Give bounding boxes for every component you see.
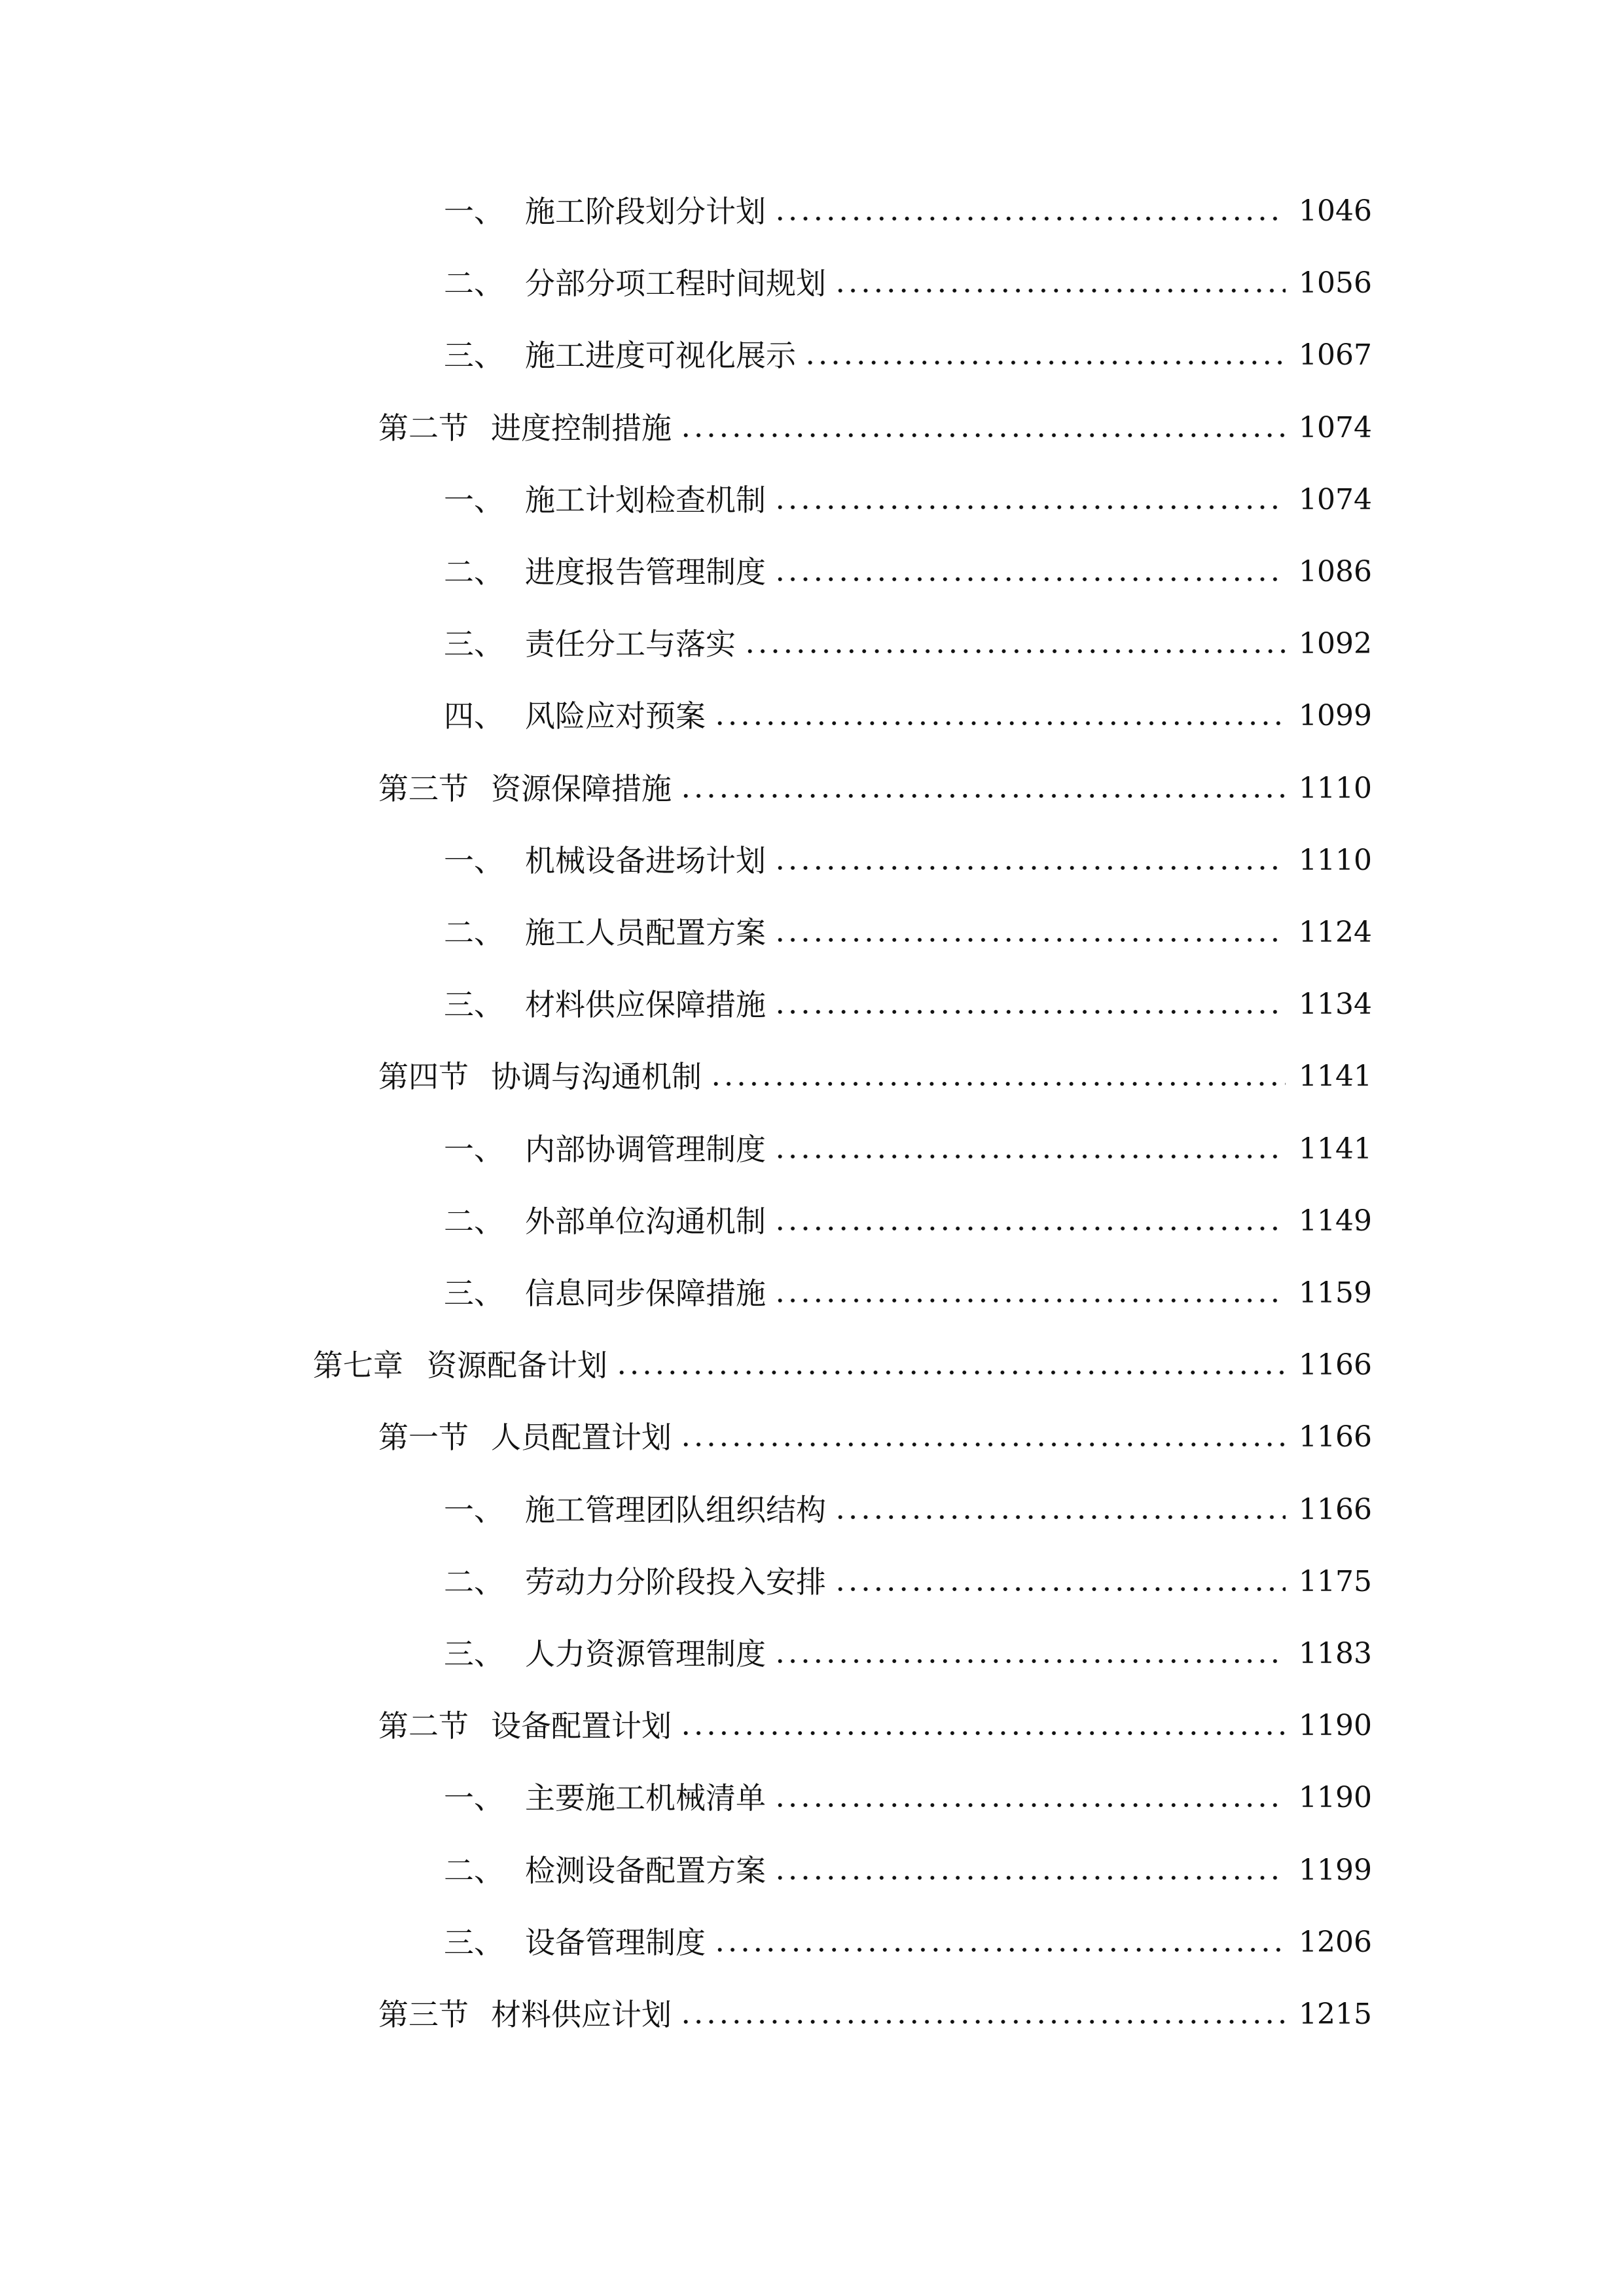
toc-entry-number: 第三节 xyxy=(378,771,469,806)
dot-leader xyxy=(774,1153,1286,1160)
toc-entry-title: 劳动力分阶段投入安排 xyxy=(525,1564,826,1600)
dot-leader xyxy=(713,719,1286,727)
toc-entry-page-number: 1141 xyxy=(1299,1132,1372,1166)
toc-entry-number: 二、 xyxy=(444,915,504,950)
toc-entry-page-number: 1206 xyxy=(1299,1926,1372,1959)
toc-entry-number: 二、 xyxy=(444,1204,504,1239)
toc-entry[interactable] xyxy=(444,619,1372,664)
toc-entry-page-number: 1166 xyxy=(1299,1420,1372,1454)
dot-leader xyxy=(713,1946,1286,1954)
toc-entry-number: 一、 xyxy=(444,843,504,878)
dot-leader xyxy=(774,936,1286,944)
toc-entry-number: 第一节 xyxy=(378,1420,469,1455)
toc-entry-number: 第四节 xyxy=(378,1059,469,1094)
toc-entry-title: 机械设备进场计划 xyxy=(525,843,766,878)
toc-entry-number: 一、 xyxy=(444,194,504,229)
toc-entry-title: 内部协调管理制度 xyxy=(525,1132,766,1167)
toc-entry-number: 三、 xyxy=(444,626,504,662)
dot-leader xyxy=(710,1080,1286,1088)
toc-entry[interactable] xyxy=(313,1340,1372,1386)
toc-entry-title: 外部单位沟通机制 xyxy=(525,1204,766,1239)
toc-entry[interactable] xyxy=(444,1628,1372,1674)
toc-entry-page-number: 1166 xyxy=(1299,1348,1372,1382)
toc-entry-title: 资源配备计划 xyxy=(427,1348,607,1383)
dot-leader xyxy=(744,647,1286,655)
toc-entry-number: 三、 xyxy=(444,1636,504,1672)
dot-leader xyxy=(679,2018,1286,2026)
toc-entry-page-number: 1141 xyxy=(1299,1060,1372,1093)
toc-entry-page-number: 1159 xyxy=(1299,1276,1372,1310)
toc-entry-number: 三、 xyxy=(444,987,504,1022)
dot-leader xyxy=(774,1874,1286,1882)
dot-leader xyxy=(679,1441,1286,1448)
toc-entry-title: 人力资源管理制度 xyxy=(525,1636,766,1672)
dot-leader xyxy=(774,1225,1286,1232)
toc-entry-page-number: 1175 xyxy=(1299,1565,1372,1598)
dot-leader xyxy=(774,864,1286,872)
toc-entry-number: 三、 xyxy=(444,1276,504,1311)
toc-entry-title: 信息同步保障措施 xyxy=(525,1276,766,1311)
dot-leader xyxy=(615,1369,1286,1376)
toc-entry-number: 第二节 xyxy=(378,410,469,446)
toc-entry-number: 第二节 xyxy=(378,1708,469,1744)
toc-entry-title: 责任分工与落实 xyxy=(525,626,736,662)
toc-entry-page-number: 1056 xyxy=(1299,266,1372,300)
toc-entry-page-number: 1046 xyxy=(1299,194,1372,228)
toc-entry-page-number: 1190 xyxy=(1299,1709,1372,1742)
toc-entry[interactable] xyxy=(444,691,1372,736)
toc-entry-title: 设备管理制度 xyxy=(525,1925,706,1960)
toc-entry-page-number: 1099 xyxy=(1299,699,1372,732)
toc-entry-number: 二、 xyxy=(444,1853,504,1888)
toc-entry-number: 一、 xyxy=(444,482,504,518)
toc-entry-title: 材料供应保障措施 xyxy=(525,987,766,1022)
toc-entry[interactable] xyxy=(378,1051,1372,1097)
toc-entry[interactable] xyxy=(444,1556,1372,1602)
toc-entry[interactable] xyxy=(444,330,1372,376)
toc-entry[interactable] xyxy=(444,1124,1372,1170)
toc-entry-page-number: 1149 xyxy=(1299,1204,1372,1238)
dot-leader xyxy=(774,1801,1286,1809)
toc-entry[interactable] xyxy=(444,1917,1372,1963)
toc-entry-page-number: 1110 xyxy=(1299,772,1372,805)
toc-entry-page-number: 1074 xyxy=(1299,411,1372,444)
toc-entry-number: 第七章 xyxy=(313,1348,403,1383)
toc-entry[interactable] xyxy=(378,763,1372,809)
toc-entry[interactable] xyxy=(444,1772,1372,1818)
toc-entry-page-number: 1215 xyxy=(1299,1998,1372,2031)
toc-entry[interactable] xyxy=(378,403,1372,448)
toc-entry-number: 第三节 xyxy=(378,1997,469,2032)
toc-entry-title: 风险应对预案 xyxy=(525,698,706,734)
dot-leader xyxy=(774,1008,1286,1016)
toc-entry-page-number: 1067 xyxy=(1299,338,1372,372)
toc-entry-title: 施工人员配置方案 xyxy=(525,915,766,950)
toc-entry[interactable] xyxy=(378,1412,1372,1458)
toc-entry[interactable] xyxy=(444,1484,1372,1530)
toc-entry-page-number: 1199 xyxy=(1299,1854,1372,1887)
toc-entry-number: 四、 xyxy=(444,698,504,734)
toc-entry-page-number: 1092 xyxy=(1299,627,1372,660)
toc-entry-number: 一、 xyxy=(444,1492,504,1528)
toc-entry[interactable] xyxy=(444,979,1372,1025)
toc-entry[interactable] xyxy=(444,1196,1372,1242)
toc-entry-number: 二、 xyxy=(444,1564,504,1600)
toc-entry-page-number: 1074 xyxy=(1299,483,1372,516)
toc-entry-title: 检测设备配置方案 xyxy=(525,1853,766,1888)
toc-entry[interactable] xyxy=(444,835,1372,881)
toc-entry[interactable] xyxy=(444,907,1372,953)
toc-entry-title: 协调与沟通机制 xyxy=(491,1059,702,1094)
toc-entry[interactable] xyxy=(444,1845,1372,1891)
toc-entry-title: 主要施工机械清单 xyxy=(525,1780,766,1816)
toc-entry-title: 资源保障措施 xyxy=(491,771,672,806)
dot-leader xyxy=(774,503,1286,511)
dot-leader xyxy=(679,792,1286,800)
toc-entry-page-number: 1110 xyxy=(1299,844,1372,877)
toc-entry-title: 施工进度可视化展示 xyxy=(525,338,796,373)
dot-leader xyxy=(804,359,1286,367)
toc-entry-page-number: 1124 xyxy=(1299,916,1372,949)
toc-entry-title: 施工阶段划分计划 xyxy=(525,194,766,229)
toc-entry-title: 施工管理团队组织结构 xyxy=(525,1492,826,1528)
toc-entry-title: 进度报告管理制度 xyxy=(525,554,766,590)
toc-entry[interactable] xyxy=(444,1268,1372,1314)
toc-entry-page-number: 1134 xyxy=(1299,988,1372,1021)
toc-entry-number: 三、 xyxy=(444,1925,504,1960)
toc-entry-number: 一、 xyxy=(444,1780,504,1816)
toc-entry-number: 二、 xyxy=(444,554,504,590)
toc-entry[interactable] xyxy=(378,1989,1372,2035)
dot-leader xyxy=(834,1585,1286,1593)
dot-leader xyxy=(834,1513,1286,1521)
toc-entry-title: 进度控制措施 xyxy=(491,410,672,446)
toc-entry-page-number: 1183 xyxy=(1299,1637,1372,1670)
toc-entry[interactable] xyxy=(444,186,1372,232)
dot-leader xyxy=(679,1729,1286,1737)
toc-entry-number: 三、 xyxy=(444,338,504,373)
toc-entry[interactable] xyxy=(378,1700,1372,1746)
toc-entry-title: 分部分项工程时间规划 xyxy=(525,266,826,301)
dot-leader xyxy=(834,287,1286,295)
toc-entry-page-number: 1086 xyxy=(1299,555,1372,588)
dot-leader xyxy=(774,1297,1286,1304)
toc-entry-title: 人员配置计划 xyxy=(491,1420,672,1455)
toc-entry-page-number: 1166 xyxy=(1299,1493,1372,1526)
dot-leader xyxy=(774,1657,1286,1665)
toc-entry-title: 施工计划检查机制 xyxy=(525,482,766,518)
toc-entry[interactable] xyxy=(444,475,1372,520)
toc-entry[interactable] xyxy=(444,547,1372,592)
toc-entry-number: 二、 xyxy=(444,266,504,301)
toc-entry[interactable] xyxy=(444,258,1372,304)
toc-entry-page-number: 1190 xyxy=(1299,1781,1372,1814)
toc-entry-title: 设备配置计划 xyxy=(491,1708,672,1744)
toc-entry-number: 一、 xyxy=(444,1132,504,1167)
dot-leader xyxy=(774,575,1286,583)
dot-leader xyxy=(679,431,1286,439)
toc-entry-title: 材料供应计划 xyxy=(491,1997,672,2032)
dot-leader xyxy=(774,215,1286,223)
